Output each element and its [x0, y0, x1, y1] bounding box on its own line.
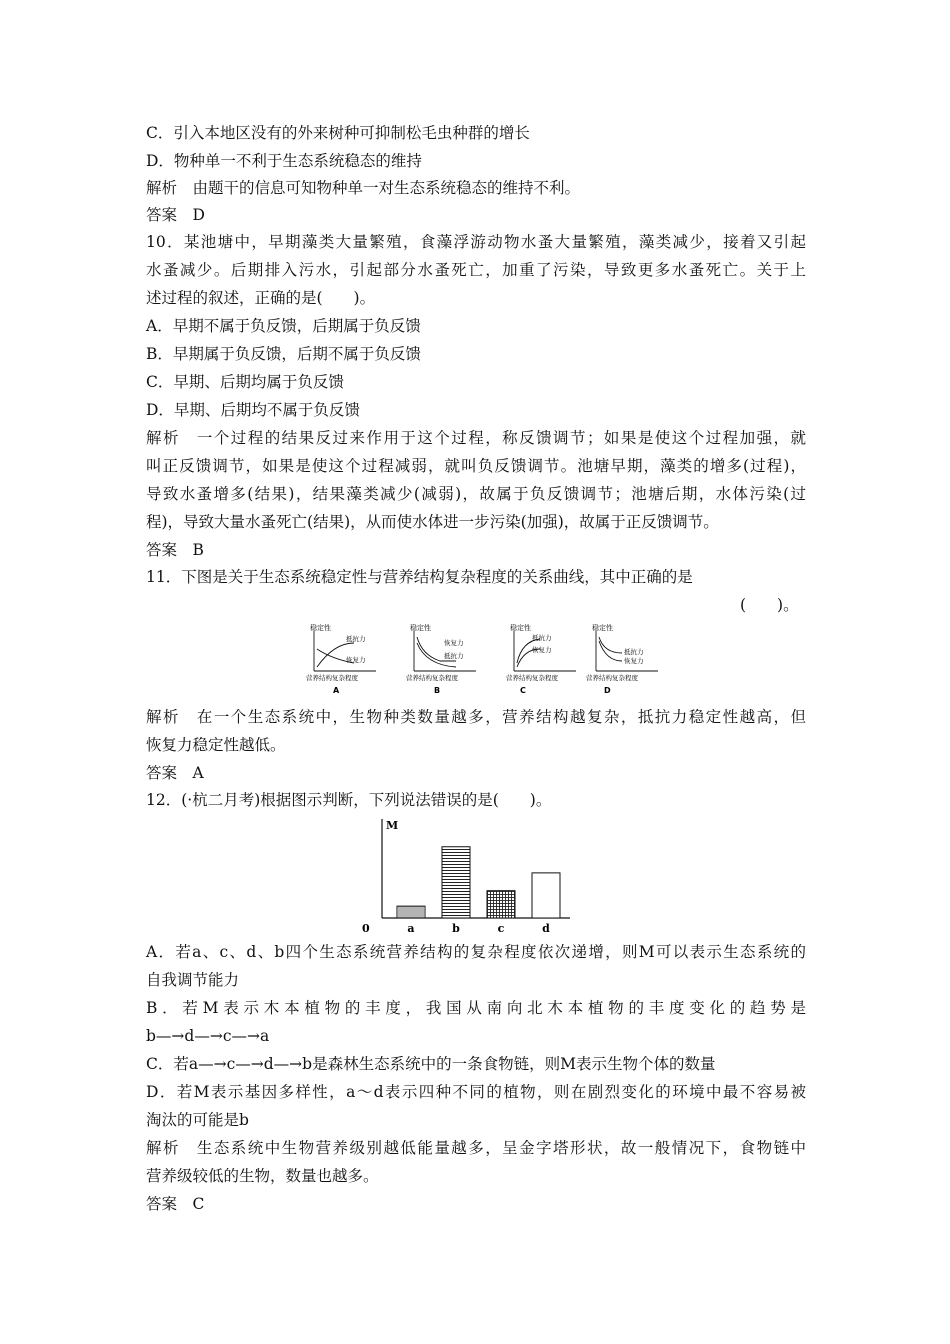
q12-tick-label-b: b — [452, 922, 460, 935]
q12-option-a-line1: A．若a、c、d、b四个生态系统营养结构的复杂程度依次递增，则M可以表示生态系统的 — [146, 943, 806, 961]
q11-c-curve2-label: 恢复力 — [532, 646, 552, 654]
q11-d-curve2-label: 恢复力 — [624, 657, 644, 665]
q12-stem: 12．(·杭二月考)根据图示判断，下列说法错误的是( )。 — [146, 791, 552, 809]
q12-analysis-line2: 营养级较低的生物，数量也越多。 — [146, 1167, 379, 1185]
q11-d-xlabel: 营养结构复杂程度 — [586, 674, 638, 682]
q11-d-curve1-label: 抵抗力 — [624, 648, 644, 656]
q12-bar-c — [487, 891, 515, 918]
q11-a-curve1-label: 抵抗力 — [346, 635, 366, 643]
q11-d-curve1 — [599, 637, 622, 653]
q12-bar-d — [532, 873, 560, 918]
q12-tick-label-c: c — [497, 922, 505, 935]
q12-option-b-line2: b—→d—→c—→a — [146, 1027, 270, 1045]
q11-c-curve1-label: 抵抗力 — [532, 634, 552, 642]
q11-a-letter: A — [333, 686, 340, 695]
q12-y-label: M — [386, 819, 399, 832]
q11-answer: 答案 A — [146, 764, 204, 782]
q10-option-c: C．早期、后期均属于负反馈 — [146, 373, 344, 391]
q10-option-b: B．早期属于负反馈，后期不属于负反馈 — [146, 345, 421, 363]
q11-b-xlabel: 营养结构复杂程度 — [406, 674, 458, 682]
q10-analysis-line1: 解析 一个过程的结果反过来作用于这个过程，称反馈调节；如果是使这个过程加强，就 — [146, 429, 806, 447]
q11-b-ylabel: 稳定性 — [410, 624, 431, 632]
q11-c-xlabel: 营养结构复杂程度 — [506, 674, 558, 682]
q12-option-a-line2: 自我调节能力 — [146, 971, 240, 989]
q11-b-letter: B — [434, 686, 441, 695]
q10-stem-line2: 水蚤减少。后期排入污水，引起部分水蚤死亡，加重了污染，导致更多水蚤死亡。关于上 — [146, 261, 806, 279]
q11-chart-a — [300, 623, 382, 698]
q11-d-ylabel: 稳定性 — [592, 624, 613, 632]
q11-d-letter: D — [604, 686, 611, 695]
q12-bar-chart — [360, 815, 580, 940]
q12-bar-b — [442, 847, 470, 918]
q12-tick-label-d: d — [542, 922, 550, 935]
q10-analysis-line3: 导致水蚤增多(结果)，结果藻类减少(减弱)，故属于负反馈调节；池塘后期，水体污染(过 — [146, 485, 806, 503]
q11-a-xlabel: 营养结构复杂程度 — [306, 674, 358, 682]
q9-answer: 答案 D — [146, 206, 205, 224]
q10-option-d: D．早期、后期均不属于负反馈 — [146, 401, 360, 419]
q10-option-a: A．早期不属于负反馈，后期属于负反馈 — [146, 317, 421, 335]
q9-analysis: 解析 由题干的信息可知物种单一对生态系统稳态的维持不利。 — [146, 179, 581, 197]
q10-stem-line3: 述过程的叙述，正确的是( )。 — [146, 289, 376, 307]
q12-analysis-line1: 解析 生态系统中生物营养级别越低能量越多，呈金字塔形状，故一般情况下，食物链中 — [146, 1139, 806, 1157]
q11-b-curve2-label: 抵抗力 — [444, 652, 464, 660]
q12-option-d-line2: 淘汰的可能是b — [146, 1111, 249, 1129]
q9-option-c: C．引入本地区没有的外来树种可抑制松毛虫种群的增长 — [146, 124, 530, 142]
q11-a-curve2-label: 恢复力 — [346, 656, 366, 664]
q11-analysis-line1: 解析 在一个生态系统中，生物种类数量越多，营养结构越复杂，抵抗力稳定性越高，但 — [146, 708, 806, 726]
q11-chart-b — [400, 623, 482, 698]
q10-stem-line1: 10．某池塘中，早期藻类大量繁殖，食藻浮游动物水蚤大量繁殖，藻类减少，接着又引起 — [146, 233, 806, 251]
q11-answer-paren: ( )。 — [740, 596, 799, 614]
q9-option-d: D．物种单一不利于生态系统稳态的维持 — [146, 152, 422, 170]
q11-c-ylabel: 稳定性 — [510, 624, 531, 632]
q12-option-d-line1: D．若M表示基因多样性，a～d表示四种不同的植物，则在剧烈变化的环境中最不容易被 — [146, 1083, 806, 1101]
q12-origin-label: 0 — [362, 922, 370, 935]
q11-stem: 11．下图是关于生态系统稳定性与营养结构复杂程度的关系曲线，其中正确的是 — [146, 568, 693, 586]
q12-option-c: C．若a—→c—→d—→b是森林生态系统中的一条食物链，则M表示生物个体的数量 — [146, 1055, 716, 1073]
q11-analysis-line2: 恢复力稳定性越低。 — [146, 736, 286, 754]
q11-chart-c — [500, 623, 582, 698]
q12-tick-label-a: a — [407, 922, 415, 935]
q11-b-curve1-label: 恢复力 — [444, 639, 464, 647]
q11-c-letter: C — [520, 686, 526, 695]
q10-analysis-line2: 叫正反馈调节，如果是使这个过程减弱，就叫负反馈调节。池塘早期，藻类的增多(过程)， — [146, 457, 806, 475]
q12-option-b-line1: B．若M表示木本植物的丰度，我国从南向北木本植物的丰度变化的趋势是 — [146, 999, 806, 1017]
q12-bar-a — [397, 906, 425, 918]
q11-a-ylabel: 稳定性 — [310, 624, 331, 632]
q10-analysis-line4: 程)，导致大量水蚤死亡(结果)，从而使水体进一步污染(加强)，故属于正反馈调节。 — [146, 513, 719, 531]
q11-chart-d — [582, 623, 664, 698]
q12-answer: 答案 C — [146, 1195, 205, 1213]
q10-answer: 答案 B — [146, 541, 204, 559]
